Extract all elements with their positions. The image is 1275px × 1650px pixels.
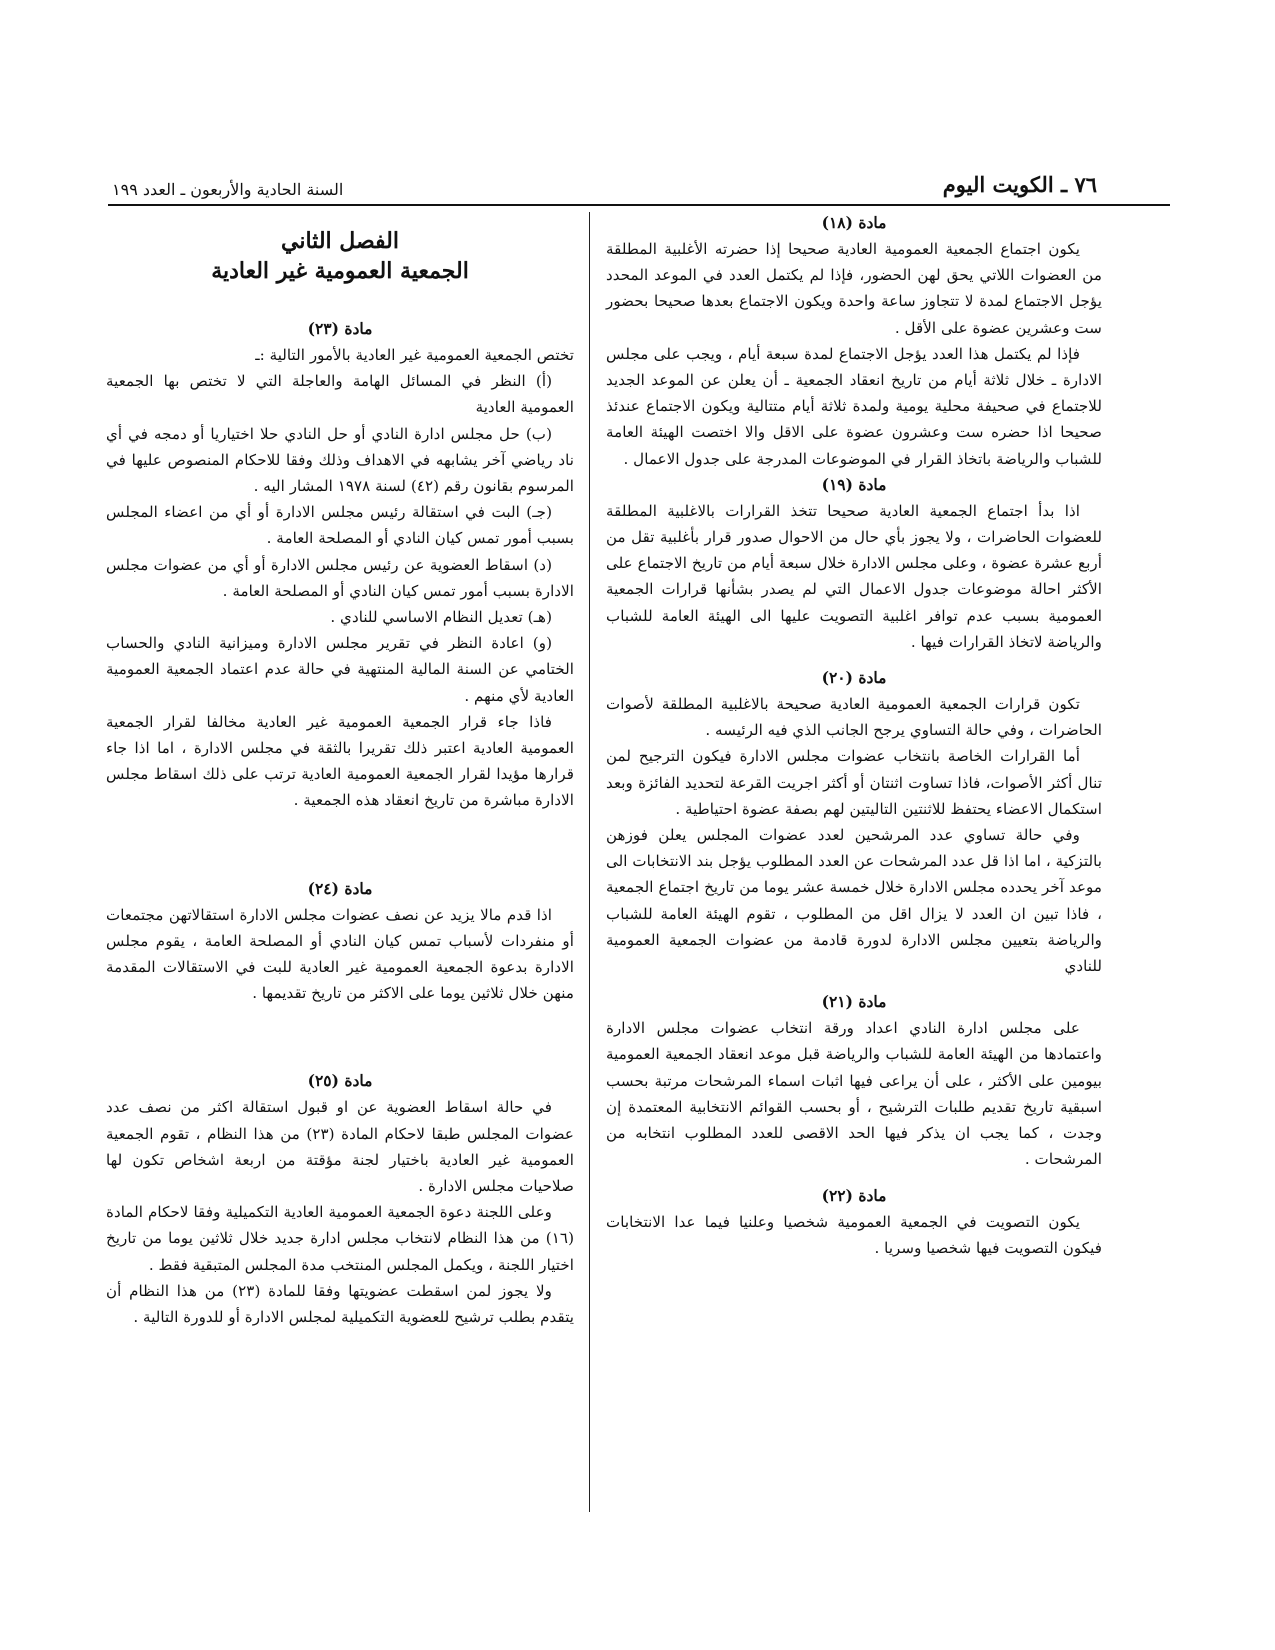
article-18-paragraph-1: يكون اجتماع الجمعية العمومية العادية صحيحا إذا حضرته الأغلبية المطلقة من العضوات اللاتي يحق لهن الحضور، فإذا لم يكتمل العدد في الموعد المحدد يؤجل الاجتماع لمدة لا تتجاوز ساعة واحدة ويكون الاجتماع بعدها صحيحا بحضور ست وعشرين عضوة على الأقل .	[606, 240, 1102, 337]
article-19-title: مادة (١٩)	[821, 474, 887, 494]
article-18-title: مادة (١٨)	[821, 213, 887, 232]
left-column	[106, 226, 574, 1330]
article-20-paragraph-3: وفي حالة تساوي عدد المرشحين لعدد عضوات المجلس يعلن فوزهن بالتزكية ، اما اذا قل عدد المرشحات عن العدد المطلوب يؤجل بند الانتخابات الى موعد آخر يحدده مجلس الادارة خلال خمسة عشر يوما من تاريخ اجتماع الجمعية ، فاذا تبين ان العدد لا يزال اقل من المطلوب ، تقوم الهيئة العامة للشباب والرياضة بتعيين مجلس الادارة لدورة قادمة من عضوات الجمعية العمومية للنادي	[606, 826, 1102, 976]
article-18-paragraph-2: فإذا لم يكتمل هذا العدد يؤجل الاجتماع لمدة سبعة أيام ، ويجب على مجلس الادارة ـ خلال ثلاثة أيام من تاريخ انعقاد الجمعية ـ أن يعلن عن الموعد الجديد للاجتماع في صحيفة محلية يومية ولمدة ثلاثة أيام متتالية ويكون الاجتماع عندئذ صحيحا اذا حضره ست وعشرون عضوة على الاقل والا اختصت الهيئة العامة للشباب والرياضة باتخاذ القرار في الموضوعات المدرجة على جدول الاعمال .	[606, 344, 1102, 468]
article-22-paragraph-1: يكون التصويت في الجمعية العمومية شخصيا وعلنيا فيما عدا الانتخابات فيكون التصويت فيها شخصيا وسريا .	[606, 1212, 1102, 1257]
chapter-title: الفصل الثاني	[281, 228, 399, 254]
right-column	[606, 210, 1102, 1261]
article-25-paragraph-2: وعلى اللجنة دعوة الجمعية العمومية العادية التكميلية وفقا لاحكام المادة (١٦) من هذا النظام لانتخاب مجلس ادارة جديد خلال ثلاثين يوما من تاريخ اختيار اللجنة ، ويكمل المجلس المنتخب مدة المجلس المتبقية فقط .	[106, 1203, 574, 1274]
article-23-item-b: (ب) حل مجلس ادارة النادي أو حل النادي حلا اختياريا أو دمجه في أي ناد رياضي آخر يشابهه في الاهداف وذلك وفقا للاحكام المنصوص عليها في المرسوم بقانون رقم (٤٢) لسنة ١٩٧٨ المشار اليه .	[106, 424, 574, 496]
page-header-title: ٧٦ ـ الكويت اليوم	[942, 172, 1097, 197]
article-19-paragraph-1: اذا بدأ اجتماع الجمعية العادية صحيحا تتخذ القرارات بالاغلبية المطلقة للعضوات الحاضرات ، ولا يجوز بأي حال من الاحوال صدور قرار بأغلبية تقل من أربع عشرة عضوة ، وعلى مجلس الادارة خلال سبعة أيام من تاريخ الاجتماع على الأكثر احالة موضوعات جدول الاعمال التي لم يصدر بشأنها قرارات الجمعية العمومية بسبب عدم توافر اغلبية التصويت عليها الى الهيئة العامة للشباب والرياضة لاتخاذ القرارات فيها .	[606, 501, 1102, 651]
article-23-item-d: (د) اسقاط العضوية عن رئيس مجلس الادارة أو أي من عضوات مجلس الادارة بسبب أمور تمس كيان النادي أو المصلحة العامة .	[106, 555, 574, 600]
chapter-subtitle: الجمعية العمومية غير العادية	[211, 258, 469, 284]
article-23-title: مادة (٢٣)	[307, 319, 373, 338]
article-25-paragraph-3: ولا يجوز لمن اسقطت عضويتها وفقا للمادة (٢٣) من هذا النظام أن يتقدم بطلب ترشيح للعضوية التكميلية لمجلس الادارة أو للدورة التالية .	[106, 1281, 574, 1327]
article-23-item-c: (جـ) البت في استقالة رئيس مجلس الادارة أو أي من اعضاء المجلس بسبب أمور تمس كيان النادي أو المصلحة العامة .	[106, 503, 574, 548]
article-24-title: مادة (٢٤)	[307, 878, 373, 898]
header-rule	[108, 204, 1170, 206]
article-23-paragraph-2: فاذا جاء قرار الجمعية العمومية غير العادية مخالفا لقرار الجمعية العمومية العادية اعتبر ذلك تقريرا بالثقة في مجلس الادارة ، اما اذا جاء قرارها مؤيدا لقرار الجمعية العمومية العادية ترتب على ذلك اسقاط مجلس الادارة مباشرة من تاريخ انعقاد هذه الجمعية .	[106, 712, 574, 810]
article-23-intro: تختص الجمعية العمومية غير العادية بالأمور التالية :ـ	[255, 346, 574, 364]
article-21-paragraph-1: على مجلس ادارة النادي اعداد ورقة انتخاب عضوات مجلس الادارة واعتمادها من الهيئة العامة للشباب والرياضة قبل موعد انعقاد الجمعية العمومية بيومين على الأكثر ، على أن يراعى فيها اثبات اسماء المرشحات مرتبة بحسب اسبقية تاريخ تقديم طلبات الترشيح ، أو بحسب القوائم الانتخابية المعتمدة إن وجدت ، كما يجب ان يذكر فيها الحد الاقصى للعدد المطلوب انتخابه من المرشحات .	[606, 1019, 1102, 1169]
article-25-title: مادة (٢٥)	[307, 1071, 373, 1091]
page-header-issue: السنة الحادية والأربعون ـ العدد ١٩٩	[112, 180, 344, 199]
article-20-title: مادة (٢٠)	[821, 668, 887, 688]
article-24-paragraph-1: اذا قدم مالا يزيد عن نصف عضوات مجلس الادارة استقالاتهن مجتمعات أو منفردات لأسباب تمس كيان النادي أو المصلحة العامة ، يقوم مجلس الادارة بدعوة الجمعية العمومية غير العادية للبت في الاستقالات المقدمة منهن خلال ثلاثين يوما على الاكثر من تاريخ تقديمها .	[106, 905, 574, 1003]
article-22-title: مادة (٢٢)	[821, 1185, 887, 1205]
article-25-paragraph-1: في حالة اسقاط العضوية عن او قبول استقالة اكثر من نصف عدد عضوات المجلس طبقا لاحكام المادة (٢٣) من هذا النظام ، تقوم الجمعية العمومية غير العادية باختيار لجنة مؤقتة من اربعة اشخاص تكون لها صلاحيات مجلس الادارة .	[106, 1098, 574, 1196]
column-divider	[589, 212, 590, 1512]
article-21-title: مادة (٢١)	[821, 992, 887, 1012]
article-23-item-w: (و) اعادة النظر في تقرير مجلس الادارة وميزانية النادي والحساب الختامي عن السنة المالية المنتهية في حالة عدم اعتماد الجمعية العمومية العادية لأي منهم .	[106, 634, 574, 705]
article-23-item-h: (هـ) تعديل النظام الاساسي للنادي .	[330, 608, 552, 627]
article-20-paragraph-2: أما القرارات الخاصة بانتخاب عضوات مجلس الادارة فيكون الترجيح لمن تنال أكثر الأصوات، فاذا تساوت اثنتان أو أكثر اجريت القرعة لتحديد الفائزة وبعد استكمال الاعضاء يحتفظ للاثنتين التاليتين لهم بصفة عضوة احتياطية .	[606, 747, 1102, 818]
article-20-paragraph-1: تكون قرارات الجمعية العمومية العادية صحيحة بالاغلبية المطلقة لأصوات الحاضرات ، وفي حالة التساوي يرجح الجانب الذي فيه الرئيسه .	[606, 695, 1102, 740]
article-23-item-a: (أ) النظر في المسائل الهامة والعاجلة التي لا تختص بها الجمعية العمومية العادية	[106, 372, 574, 417]
